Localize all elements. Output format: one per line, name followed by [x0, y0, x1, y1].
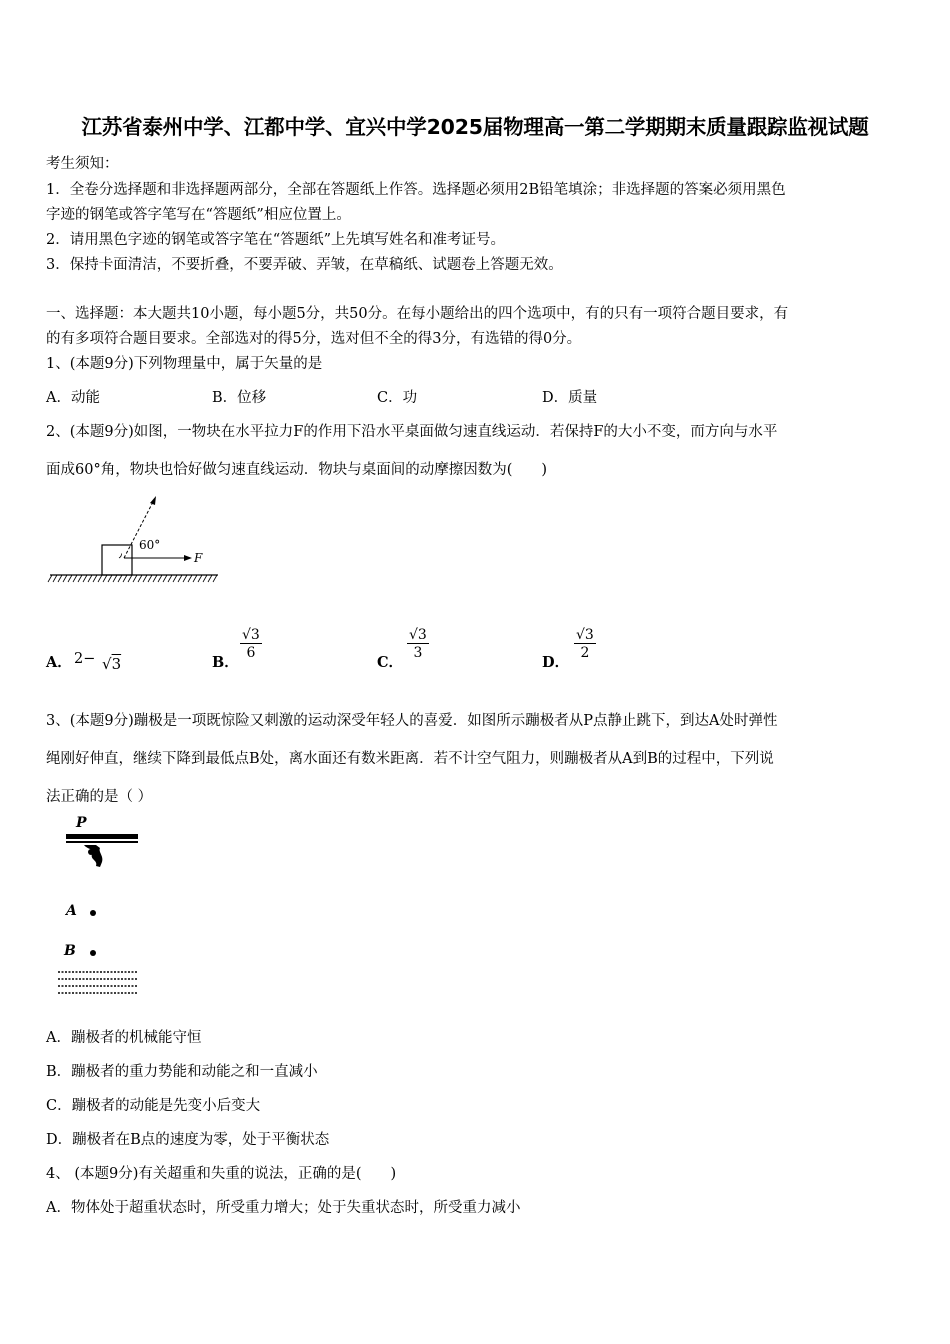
q2-angle-label: 60° — [139, 538, 161, 552]
notice-item-1-line-1: 1．全卷分选择题和非选择题两部分，全部在答题纸上作答。选择题必须用2B铅笔填涂；非选择题的答案必须用黑色 — [46, 182, 786, 198]
page-title: 江苏省泰州中学、江都中学、宜兴中学2025届物理高一第二学期期末质量跟踪监视试题 — [81, 115, 869, 139]
q3-stem-line-1: 3、(本题9分)蹦极是一项既惊险又刺激的运动深受年轻人的喜爱．如图所示蹦极者从P点静止跳下，到达A处时弹性 — [46, 713, 778, 729]
q2-option-b-fraction — [240, 627, 262, 661]
q1-stem: 1、(本题9分)下列物理量中，属于矢量的是 — [46, 356, 323, 372]
q3-option-c: C．蹦极者的动能是先变小后变大 — [46, 1098, 261, 1114]
q3-option-a: A．蹦极者的机械能守恒 — [46, 1030, 202, 1046]
q2-option-a-expr: 2− — [74, 651, 96, 667]
q4-option-a: A．物体处于超重状态时，所受重力增大；处于失重状态时，所受重力减小 — [46, 1200, 521, 1216]
q2-option-a-radicand: 3 — [111, 655, 122, 673]
q2-option-d-numerator: √3 — [576, 627, 594, 643]
q2-option-a-label: A． — [46, 654, 72, 671]
q2-option-a-radical: √3 — [102, 655, 122, 673]
notice-heading: 考生须知： — [46, 156, 119, 172]
notice-item-2: 2．请用黑色字迹的钢笔或答字笔在“答题纸”上先填写姓名和准考证号。 — [46, 232, 506, 248]
q2-force-label: F — [194, 551, 203, 565]
q2-stem-line-1: 2、(本题9分)如图，一物块在水平拉力F的作用下沿水平桌面做匀速直线运动．若保持F的大小不变，而方向与水平 — [46, 424, 778, 440]
q3-option-d: D．蹦极者在B点的速度为零，处于平衡状态 — [46, 1132, 330, 1148]
q2-option-c-numerator: √3 — [409, 627, 427, 643]
section-1-instructions-line-1: 一、选择题：本大题共10小题，每小题5分，共50分。在每小题给出的四个选项中，有的只有一项符合题目要求，有 — [46, 306, 789, 322]
q3-point-b-label: B — [64, 943, 76, 959]
q1-option-a: A．动能 — [46, 390, 100, 406]
q1-option-d: D．质量 — [542, 390, 598, 406]
q3-point-p-label: P — [76, 815, 87, 831]
notice-item-3: 3．保持卡面清洁，不要折叠，不要弄破、弄皱，在草稿纸、试题卷上答题无效。 — [46, 257, 563, 273]
q1-option-c: C．功 — [377, 390, 418, 406]
section-1-instructions-line-2: 的有多项符合题目要求。全部选对的得5分，选对但不全的得3分，有选错的得0分。 — [46, 331, 582, 347]
q2-option-c-denominator: 3 — [407, 643, 429, 661]
q3-option-b: B．蹦极者的重力势能和动能之和一直减小 — [46, 1064, 318, 1080]
q2-option-c-label: C． — [377, 654, 404, 671]
q3-stem-line-3: 法正确的是（ ） — [46, 789, 153, 805]
q2-option-d-denominator: 2 — [574, 643, 596, 661]
notice-item-1-line-2: 字迹的钢笔或答字笔写在“答题纸”相应位置上。 — [46, 207, 351, 223]
q2-option-b-denominator: 6 — [240, 643, 262, 661]
q2-option-c-fraction — [407, 627, 429, 661]
q2-option-d-label: D． — [542, 654, 570, 671]
q3-point-a-label: A — [66, 903, 77, 919]
q3-stem-line-2: 绳刚好伸直，继续下降到最低点B处，离水面还有数米距离．若不计空气阻力，则蹦极者从A到B的过程中，下列说 — [46, 751, 774, 767]
q2-block-force-diagram — [46, 490, 226, 590]
q4-stem: 4、 (本题9分)有关超重和失重的说法，正确的是( ) — [46, 1166, 397, 1182]
q2-option-b-label: B． — [212, 654, 239, 671]
q2-option-d-fraction — [574, 627, 596, 661]
q2-stem-line-2: 面成60°角，物块也恰好做匀速直线运动．物块与桌面间的动摩擦因数为( ) — [46, 462, 548, 478]
q2-option-b-numerator: √3 — [242, 627, 260, 643]
q1-option-b: B．位移 — [212, 390, 267, 406]
